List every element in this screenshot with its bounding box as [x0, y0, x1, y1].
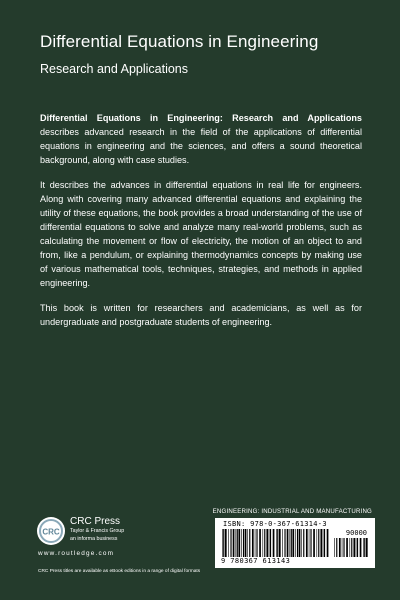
isbn-label: ISBN: 978-0-367-61314-3	[223, 520, 327, 528]
publisher-tagline: an informa business	[70, 536, 118, 542]
book-description	[40, 111, 362, 340]
description-bold-title: Differential Equations in Engineering: Research and Applications	[40, 113, 362, 123]
description-paragraph-3: This book is written for researchers and academicians, as well as for undergraduate and postgraduate students of engineering.	[40, 303, 362, 327]
subject-category: ENGINEERING: INDUSTRIAL AND MANUFACTURING	[212, 508, 372, 515]
isbn-barcode-icon	[221, 529, 329, 557]
book-subtitle: Research and Applications	[40, 62, 189, 76]
logo-text: CRC	[42, 527, 60, 537]
price-barcode-icon	[333, 538, 369, 557]
description-paragraph-1	[40, 111, 362, 167]
price-code: 90000	[345, 529, 367, 537]
publisher-website: www.routledge.com	[38, 550, 115, 557]
barcode-number: 9 780367 613143	[221, 557, 291, 565]
publisher-name: CRC Press	[70, 516, 121, 527]
publisher-group: Taylor & Francis Group	[70, 528, 125, 534]
book-title: Differential Equations in Engineering	[40, 32, 319, 51]
crc-press-logo-icon	[36, 516, 66, 546]
ebook-footnote: CRC Press titles are available as eBook editions in a range of digital formats	[38, 569, 201, 574]
description-paragraph-2: It describes the advances in differential equations in real life for engineers. Along with covering many advanced differential equations and explaining the utility of these equations, the book provides a broad understanding of the use of differential equations to solve and analyze many real-world problems, such as calculating the movement or flow of electricity, the motion of an object to and from, like a pendulum, or explaining thermodynamics concepts by making use of various mathematical tools, techniques, strategies, and methods in applied engineering.	[40, 180, 362, 288]
description-paragraph-1-text: describes advanced research in the field of the applications of differential equations in engineering and the sciences, and offers a sound theoretical background, along with case studies.	[40, 127, 362, 165]
barcode-panel	[215, 518, 375, 568]
